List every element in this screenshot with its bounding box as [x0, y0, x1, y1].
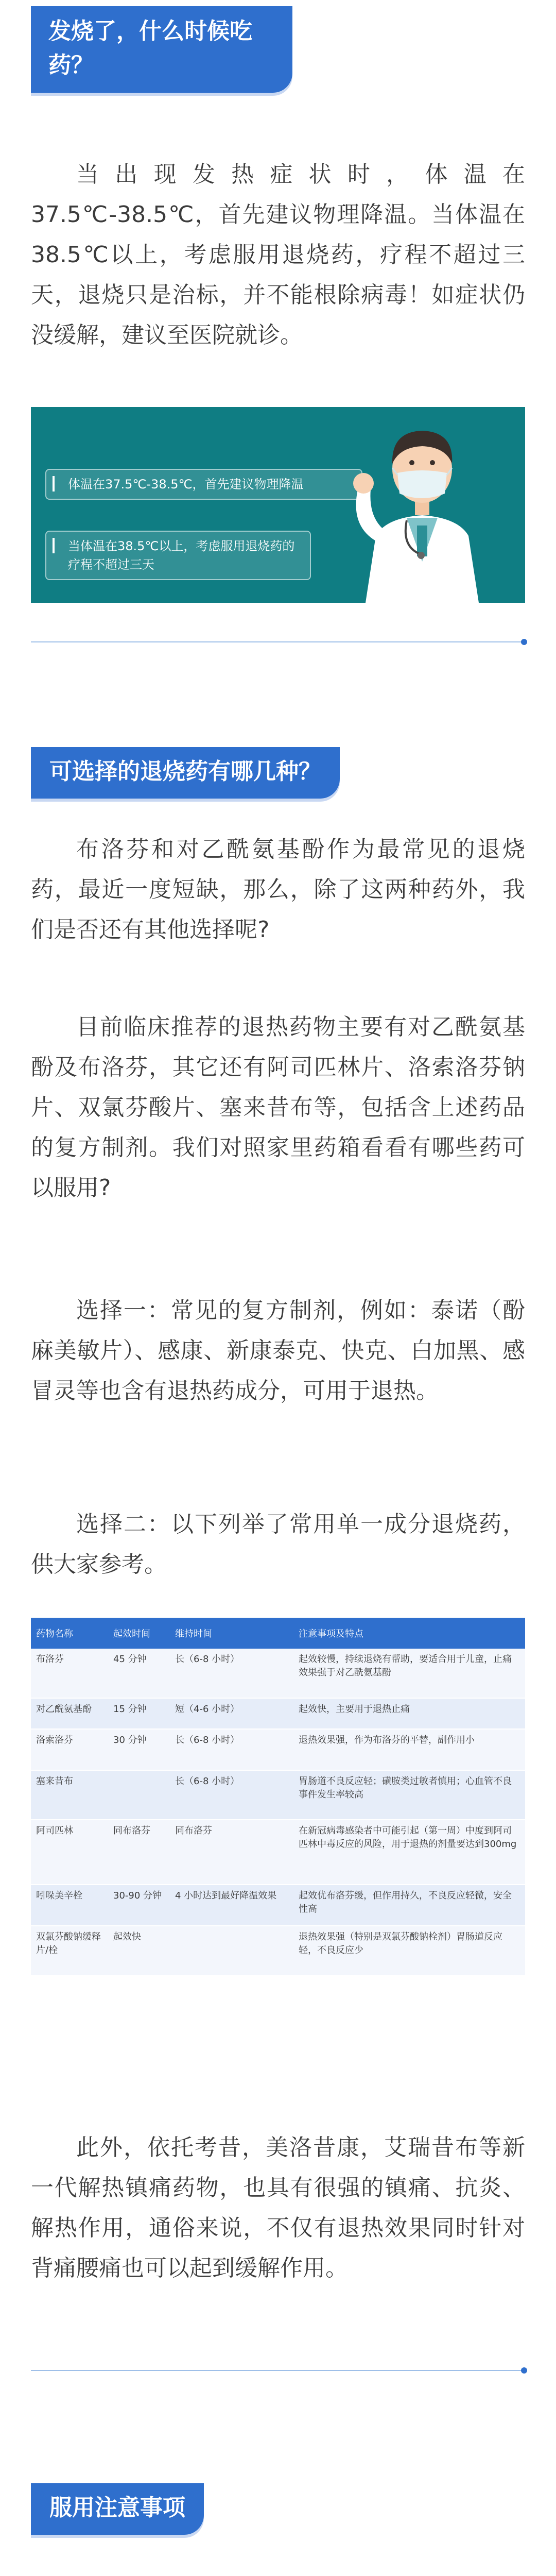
table-cell: 同布洛芬 [170, 1820, 293, 1885]
table-row [31, 1729, 525, 1770]
table-cell: 对乙酰氨基酚 [31, 1698, 108, 1729]
table-cell: 长（6-8 小时） [170, 1649, 293, 1698]
section3-heading: 服用注意事项 [31, 2483, 204, 2535]
table-row [31, 1770, 525, 1820]
table-cell: 30 分钟 [108, 1729, 170, 1770]
section1-heading-line2: 药？ [48, 52, 94, 78]
table-header-cell: 注意事项及特点 [293, 1618, 525, 1649]
table-cell: 布洛芬 [31, 1649, 108, 1698]
table-header-cell: 维持时间 [170, 1618, 293, 1649]
table-header-row [31, 1618, 525, 1649]
table-cell: 15 分钟 [108, 1698, 170, 1729]
table-cell: 双氯芬酸钠缓释片/栓 [31, 1926, 108, 1975]
table-row [31, 1926, 525, 1975]
fever-banner-image [31, 407, 525, 603]
table-cell: 退热效果强（特别是双氯芬酸钠栓剂）胃肠道反应轻，不良反应少 [293, 1926, 525, 1975]
section2-paragraph-3: 选择一：常见的复方制剂，例如：泰诺（酚麻美敏片）、感康、新康泰克、快克、白加黑、感冒灵等也含有退热药成分，可用于退热。 [31, 1297, 525, 1404]
table-cell: 45 分钟 [108, 1649, 170, 1698]
drug-table [31, 1618, 525, 1976]
table-cell [108, 1770, 170, 1820]
table-row [31, 1885, 525, 1926]
table-cell: 同布洛芬 [108, 1820, 170, 1885]
table-cell: 吲哚美辛栓 [31, 1885, 108, 1926]
table-cell: 胃肠道不良反应轻；磺胺类过敏者慎用；心血管不良事件发生率较高 [293, 1770, 525, 1820]
table-cell: 起效优布洛芬缓，但作用持久，不良反应轻微，安全性高 [293, 1885, 525, 1926]
section2-heading: 可选择的退烧药有哪几种？ [31, 747, 340, 799]
table-row [31, 1698, 525, 1729]
bubble-mark-icon [53, 476, 64, 492]
table-row [31, 1649, 525, 1698]
table-cell: 长（6-8 小时） [170, 1770, 293, 1820]
table-row [31, 1820, 525, 1885]
section2-paragraph-1: 布洛芬和对乙酰氨基酚作为最常见的退烧药，最近一度短缺，那么，除了这两种药外，我们是否还有其他选择呢? [31, 836, 525, 943]
banner-bubble-1 [45, 469, 362, 500]
section-divider [31, 2370, 525, 2371]
section1-paragraph: 当出现发热症状时，体温在37.5℃-38.5℃，首先建议物理降温。当体温在38.5℃以上，考虑服用退烧药，疗程不超过三天，退烧只是治标，并不能根除病毒！如症状仍没缓解，建议至医院就诊。 [31, 161, 525, 348]
table-cell: 起效较慢，持续退烧有帮助，要适合用于儿童，止痛效果强于对乙酰氨基酚 [293, 1649, 525, 1698]
table-cell: 洛索洛芬 [31, 1729, 108, 1770]
table-cell: 30-90 分钟 [108, 1885, 170, 1926]
table-cell: 短（4-6 小时） [170, 1698, 293, 1729]
banner-bubble-2 [45, 531, 311, 580]
table-cell: 阿司匹林 [31, 1820, 108, 1885]
table-cell: 退热效果强，作为布洛芬的平替，副作用小 [293, 1729, 525, 1770]
table-cell: 在新冠病毒感染者中可能引起（第一周）中度到阿司匹林中毒反应的风险，用于退热的剂量要达到300mg [293, 1820, 525, 1885]
table-cell: 起效快 [108, 1926, 170, 1975]
banner-bubble-2-text: 当体温在38.5℃以上，考虑服用退烧药的疗程不超过三天 [68, 539, 295, 572]
table-cell: 4 小时达到最好降温效果 [170, 1885, 293, 1926]
section-divider [31, 641, 525, 642]
section2-paragraph-4: 选择二：以下列举了常用单一成分退烧药，供大家参考。 [31, 1511, 525, 1578]
bubble-mark-icon [53, 538, 64, 553]
table-header-cell: 起效时间 [108, 1618, 170, 1649]
banner-bubble-1-text: 体温在37.5℃-38.5℃，首先建议物理降温 [68, 477, 304, 492]
table-cell [170, 1926, 293, 1975]
section2-paragraph-5: 此外，依托考昔，美洛昔康，艾瑞昔布等新一代解热镇痛药物，也具有很强的镇痛、抗炎、解热作用，通俗来说，不仅有退热效果同时针对背痛腰痛也可以起到缓解作用。 [31, 2134, 525, 2281]
section1-heading [31, 6, 292, 93]
table-cell: 起效快，主要用于退热止痛 [293, 1698, 525, 1729]
table-cell: 塞来昔布 [31, 1770, 108, 1820]
doctor-illustration-icon [329, 407, 515, 603]
table-cell: 长（6-8 小时） [170, 1729, 293, 1770]
table-header-cell: 药物名称 [31, 1618, 108, 1649]
divider-dot-icon [521, 2367, 527, 2374]
divider-dot-icon [521, 639, 527, 645]
section2-paragraph-2: 目前临床推荐的退热药物主要有对乙酰氨基酚及布洛芬，其它还有阿司匹林片、洛索洛芬钠片、双氯芬酸片、塞来昔布等，包括含上述药品的复方制剂。我们对照家里药箱看看有哪些药可以服用? [31, 1014, 525, 1201]
section1-heading-line1: 发烧了，什么时候吃 [48, 18, 252, 44]
